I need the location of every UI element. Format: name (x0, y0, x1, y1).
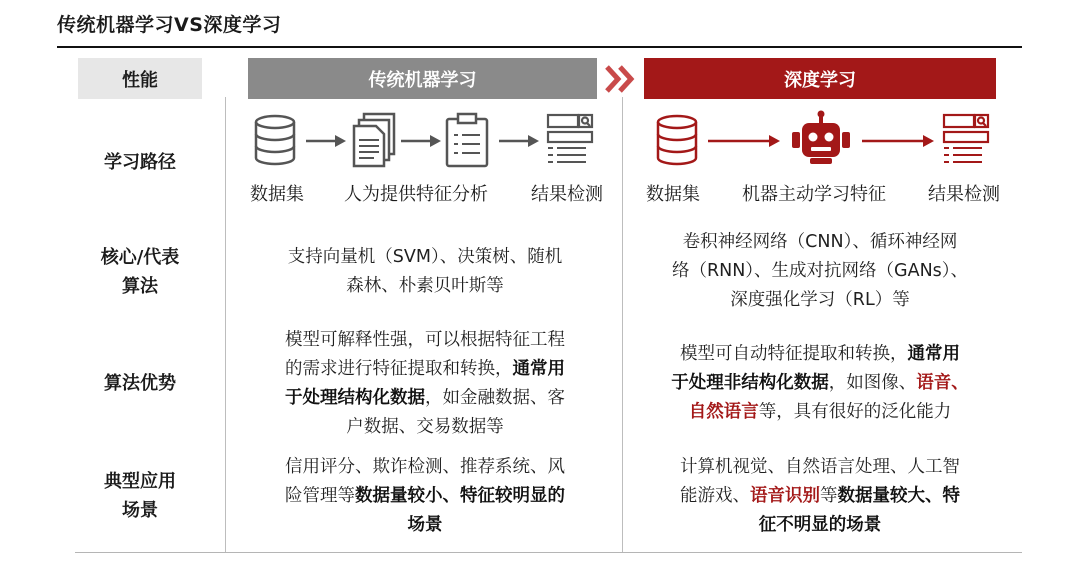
trad-advantages-cell (235, 326, 615, 442)
column-divider-left (225, 97, 226, 552)
trad-algorithms-cell (235, 243, 615, 301)
deep-adv-line1: 模型可自动特征提取和转换，通常用 (680, 344, 960, 364)
deep-algorithms-cell (632, 228, 1008, 315)
row-label-applications-line1: 典型应用 (104, 471, 176, 492)
trad-adv-line1: 模型可解释性强，可以根据特征工程 (285, 330, 565, 350)
deep-flow-auto-features: 机器主动学习特征 (742, 184, 886, 205)
row-label-applications (78, 467, 202, 525)
deep-adv-line2: 于处理非结构化数据，如图像、语音、 (671, 373, 969, 393)
arrow-right-icon (708, 134, 780, 148)
trad-app-line1: 信用评分、欺诈检测、推荐系统、风 (285, 457, 565, 477)
deep-app-line1: 计算机视觉、自然语言处理、人工智 (680, 457, 960, 477)
deep-algorithms-line1: 卷积神经网络（CNN）、循环神经网 (682, 232, 958, 252)
trad-flow-dataset: 数据集 (250, 184, 304, 205)
double-chevron-icon (605, 64, 637, 94)
deep-flow-result-check: 结果检测 (928, 184, 1000, 205)
arrow-right-icon (401, 134, 441, 148)
search-results-icon (942, 112, 990, 166)
trad-app-line3: 场景 (407, 515, 443, 535)
row-label-advantages: 算法优势 (104, 373, 176, 394)
arrow-right-icon (306, 134, 346, 148)
top-divider (57, 46, 1022, 48)
database-icon (655, 113, 699, 167)
clipboard-icon (444, 111, 490, 169)
page-title: 传统机器学习VS深度学习 (57, 14, 282, 36)
trad-algorithms-line2: 森林、朴素贝叶斯等 (346, 276, 504, 296)
deep-applications-cell (632, 453, 1008, 540)
row-label-core-algorithms-line1: 核心/代表 (100, 247, 180, 268)
deep-learning-header: 深度学习 (644, 58, 996, 99)
deep-advantages-cell (632, 340, 1008, 427)
traditional-ml-header: 传统机器学习 (248, 58, 597, 99)
trad-algorithms-line1: 支持向量机（SVM）、决策树、随机 (287, 247, 563, 267)
trad-flow-result-check: 结果检测 (531, 184, 603, 205)
trad-flow-manual-features: 人为提供特征分析 (344, 184, 488, 205)
documents-icon (352, 112, 398, 168)
trad-adv-line3: 于处理结构化数据，如金融数据、客 (285, 388, 565, 408)
arrow-right-icon (499, 134, 539, 148)
deep-flow-dataset: 数据集 (646, 184, 700, 205)
performance-label: 性能 (78, 58, 202, 99)
column-divider-middle (622, 97, 623, 552)
database-icon (253, 113, 297, 167)
trad-applications-cell (235, 453, 615, 540)
row-label-applications-line2: 场景 (122, 500, 158, 521)
search-results-icon (546, 112, 594, 166)
deep-algorithms-line3: 深度强化学习（RL）等 (730, 290, 910, 310)
row-label-learning-path: 学习路径 (104, 152, 176, 173)
deep-app-line2: 能游戏、语音识别等数据量较大、特 (680, 486, 960, 506)
deep-app-line3: 征不明显的场景 (758, 515, 882, 535)
trad-adv-line2: 的需求进行特征提取和转换，通常用 (285, 359, 565, 379)
arrow-right-icon (862, 134, 934, 148)
deep-adv-line3: 自然语言等，具有很好的泛化能力 (688, 402, 952, 422)
trad-app-line2: 险管理等数据量较小、特征较明显的 (285, 486, 565, 506)
robot-icon (788, 110, 854, 168)
row-label-core-algorithms-line2: 算法 (122, 276, 158, 297)
row-label-core-algorithms (78, 243, 202, 301)
bottom-divider (75, 552, 1022, 553)
trad-adv-line4: 户数据、交易数据等 (346, 417, 504, 437)
deep-algorithms-line2: 络（RNN）、生成对抗网络（GANs）、 (671, 261, 969, 281)
